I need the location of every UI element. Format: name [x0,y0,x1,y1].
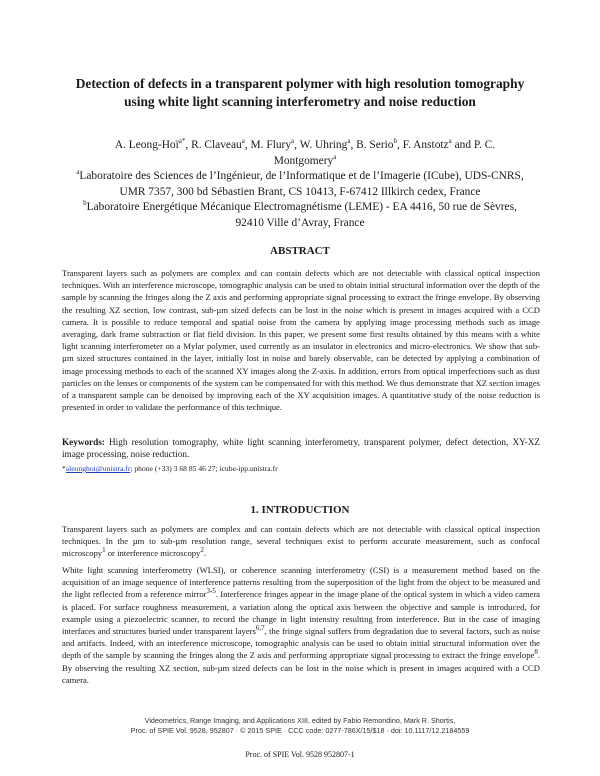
proceedings-footer: Videometrics, Range Imaging, and Applications XIII, edited by Fabio Remondino, Mark R. Shortis, Proc. of SPIE Vol. 9528, 952807 · © 2015 SPIE · CCC code: 0277-786X/15/$18 · doi: 10.1117/12.2184559 [130,716,470,735]
author-list [85,137,525,169]
author: A. Leong-Hoï$^{a*}$, [114,137,192,151]
author: W. Uhring$^a$, [299,137,357,151]
author: F. Anstotz$^a$ and [402,137,474,151]
author: P. C. Montgomery$^a$ [273,139,496,167]
affiliation-b: $^b$Laboratoire Energétique Mécanique Electromagnétisme (LEME) - EA 4416, 50 rue de Sèvres, 92410 Ville d’Avray, France [83,199,517,229]
citation-ref: 6,7 [255,624,265,633]
citation-ref: 1 [102,546,106,555]
citation-ref: 3-5 [206,587,216,596]
email-link[interactable]: aleonghoi@unistra.fr [65,464,131,473]
citation-ref: 2 [200,546,204,555]
abstract-text: Transparent layers such as polymers are complex and can contain defects which are not detectable with classical optical inspection techniques. With an interference microscope, tomographic analysis can be used to obtain initial structural information over the depth of the sample by scanning the fringes along the Z axis and performing appropriate signal processing to extract the fringe envelope. By observing the resulting XZ section, low contrast, sub-µm sized defects can be lost in the noise which is present in images acquired with a CCD camera. It is possible to reduce temporal and spatial noise from the camera by applying image processing methods such as image averaging, dark frame subtraction or flat field division. In this paper, we present some first results obtained by this means with a white light scanning interferometer on a Mylar polymer, used currently as an insulator in electronics and micro-electronics. We show that sub-µm sized structures contained in the layer, initially lost in noise and barely observable, can be detected by applying a combination of image processing methods to each of the scanned XY images along the Z-axis. In addition, errors from optical imperfections such as dust particles on the lenses or components of the system can be compensated for with this method. We thus demonstrate that XZ section images of a transparent sample can be denoised by improving each of the XY acquisition images. A quantitative study of the noise reduction is presented in order to validate the performance of this technique. [62,268,540,413]
keywords-text: High resolution tomography, white light scanning interferometry, transparent polymer, defect detection, XY-XZ image processing, noise reduction. [62,437,541,460]
author: B. Serio$^b$, [356,137,403,151]
author: R. Claveau$^a$, [191,137,251,151]
keywords [62,436,540,460]
page-number: Proc. of SPIE Vol. 9528 952807-1 [245,750,355,759]
affiliation-a: $^a$Laboratoire des Sciences de l’Ingénieur, de l’Informatique et de l’Imagerie (ICube), UDS-CNRS, UMR 7357, 300 bd Sébastien Brant, CS 10413, F-67412 Illkirch cedex, France [76,168,524,198]
paper-title: Detection of defects in a transparent polymer with high resolution tomography using white light scanning interferometry and noise reduction [75,76,525,109]
corresponding-author-footnote: *aleonghoi@unistra.fr; phone (+33) 3 68 85 46 27; icube-ipp.unistra.fr [62,464,278,473]
introduction-heading: 1. INTRODUCTION [250,504,350,516]
abstract-heading: ABSTRACT [270,245,330,257]
intro-paragraph-2: White light scanning interferometry (WLSI), or coherence scanning interferometry (CSI) is a measurement method based on the acquisition of an image sequence of interference patterns resulting from the superposition of the light from the object to be measured and the light reflected from a reference mirror$^{3-5}$. Interference fringes appear in the image plane of the optical system in which a video camera is placed. For surface roughness measurement, a variation along the optical axis between the objective and sample is introduced, for example using a piezoelectric scanner, to record the change in light intensity resulting from interference. But in the case of imaging interfaces and structures buried under transparent layers$^{6,7}$, the fringe signal suffers from degradation due to several factors, such as noise and artifacts. Indeed, with an interference microscope, tomographic analysis can be used to obtain initial structural information over the depth of the sample by scanning the fringes along the Z axis and performing appropriate signal processing to extract the fringe envelope$^8$. By observing the resulting XZ section, sub-µm sized defects can be lost in the noise which is present in images acquired with a CCD camera. [62,565,540,685]
intro-paragraph-1: Transparent layers such as polymers are complex and can contain defects which are not detectable with classical optical inspection techniques. In the µm to sub-µm resolution range, several techniques exist to perform accurate measurement, such as confocal microscopy$^1$ or interference microscopy$^2$. [62,524,540,559]
author: M. Flury$^a$, [250,137,300,151]
keywords-label: Keywords: [62,437,105,447]
citation-ref: 8 [534,648,538,657]
